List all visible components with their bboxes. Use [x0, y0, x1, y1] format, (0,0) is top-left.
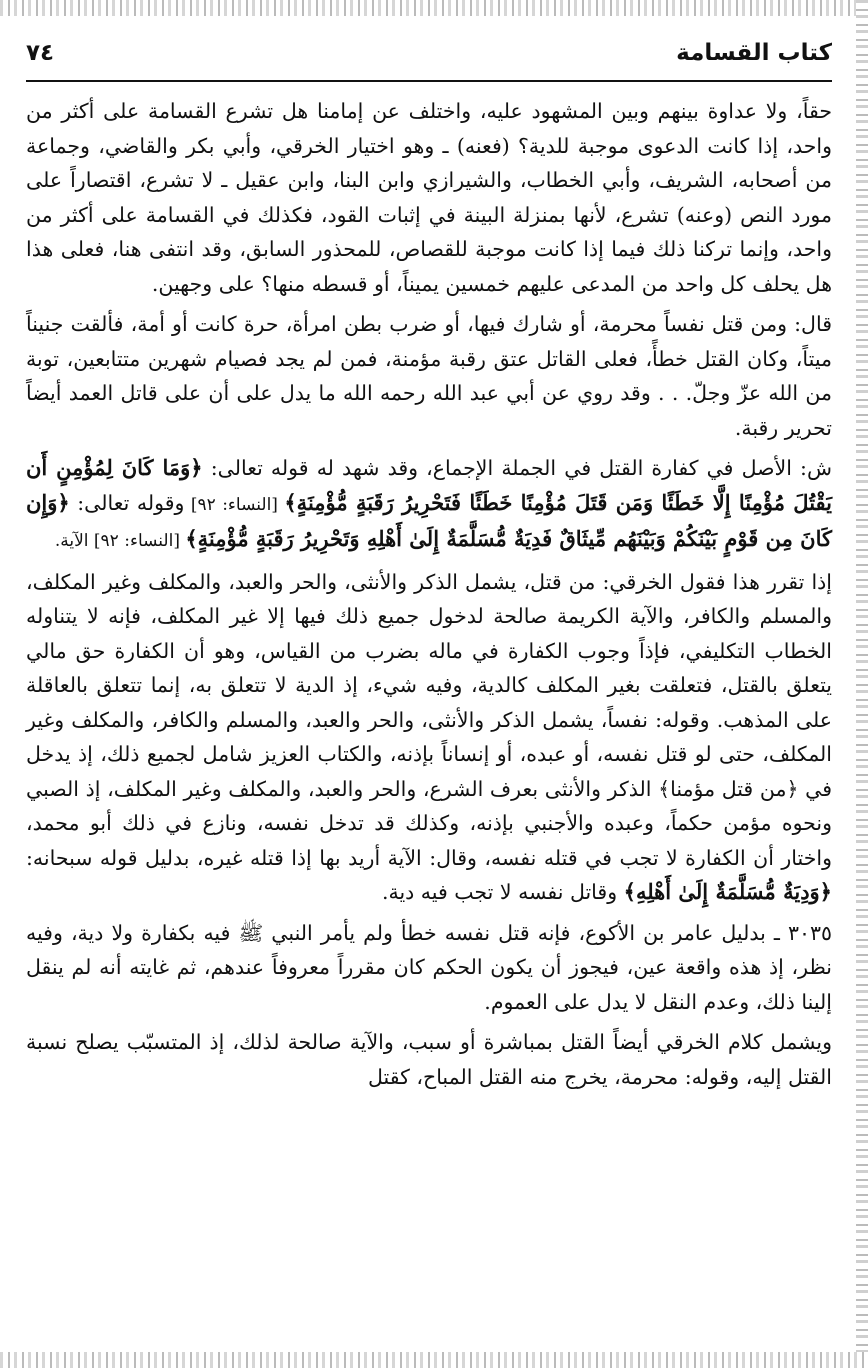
- page-number: ٧٤: [26, 40, 55, 66]
- page-border-top: [0, 0, 868, 16]
- paragraph-2: قال: ومن قتل نفساً محرمة، أو شارك فيها، أو ضرب بطن امرأة، حرة كانت أو أمة، فألقت جنيناً ميتاً، وكان القتل خطأً، فعلى القاتل عتق رقبة مؤمنة، فمن لم يجد فصيام شهرين متتابعين، توبة من الله عزّ وجلّ. . . وقد روي عن أبي عبد الله رحمه الله ما يدل على أن على قاتل العمد أيضاً تحرير رقبة.: [26, 312, 832, 440]
- paragraph-4-main-2: الذكر والأنثى بعرف الشرع، والحر والعبد، والمكلف وغير المكلف، إذ الصبي ونحوه مؤمن حكماً، وعبده والأجنبي بإذنه، وكذلك قد تدخل نفسه، ونازع في ذلك أبو محمد، واختار أن الكفارة لا تجب في قتله نفسه، وقال: الآية أريد بها إذا قتله غيره، بدليل قوله سبحانه:: [26, 776, 832, 870]
- quran-verse-1: ﴿وَمَا كَانَ لِمُؤْمِنٍ أَن يَقْتُلَ مُؤْمِنًا إِلَّا خَطَئًا وَمَن قَتَلَ مُؤْمِنًا خَطَئًا فَتَحْرِيرُ رَقَبَةٍ مُّؤْمِنَةٍ﴾: [26, 455, 833, 515]
- inline-verse-citation: ﴿من قتل مؤمنا﴾: [658, 776, 799, 801]
- paragraph-6: ويشمل كلام الخرقي أيضاً القتل بمباشرة أو سبب، والآية صالحة لذلك، إذ المتسبّب يصلح نسبة القتل إليه، وقوله: محرمة، يخرج منه القتل المباح، كقتل: [26, 1030, 832, 1089]
- paragraph-4: [26, 565, 832, 910]
- page-body: [26, 94, 832, 1094]
- verse-reference-2: [النساء: ٩٢] الآية.: [54, 531, 186, 551]
- quran-verse-2: ﴿وَإِن كَانَ مِن قَوْمٍ بَيْنَكُمْ وَبَيْنَهُم مِّيثَاقٌ فَدِيَةٌ مُّسَلَّمَةٌ إِلَىٰ أَهْلِهِ وَتَحْرِيرُ رَقَبَةٍ مُّؤْمِنَةٍ﴾: [26, 489, 832, 551]
- paragraph-3-intro: ش: الأصل في كفارة القتل في الجملة الإجماع، وقد شهد له قوله تعالى:: [202, 456, 832, 480]
- paragraph-4-tail: وقاتل نفسه لا تجب فيه دية.: [381, 880, 624, 904]
- page-border-bottom: [0, 1352, 868, 1368]
- running-title: كتاب القسامة: [676, 40, 832, 66]
- page-border-right: [856, 0, 868, 1368]
- book-page: [26, 38, 832, 1346]
- paragraph-4-main: إذا تقرر هذا فقول الخرقي: من قتل، يشمل الذكر والأنثى، والحر والعبد، والمكلف وغير المكلف، والمسلم والكافر، والآية الكريمة صالحة لدخول جميع ذلك فيها إلا غير المكلف، فإنه لا يتناوله الخطاب التكليفي، فإذاً وجوب الكفارة في ماله بضرب من القياس، وهو أن الكفارة حق مالي يتعلق بالقتل، فتعلقت بغير المكلف كالدية، وفيه شيء، إذ الدية لا تتعلق به، إنما تتعلق بالعاقلة على المذهب. وقوله: نفساً، يشمل الذكر والأنثى، والحر والعبد، والمسلم والكافر، والمكلف وغير المكلف، حتى لو قتل نفسه، أو عبده، أو إنساناً بإذنه، والكتاب العزيز شامل لجميع ذلك، إذ يدخل في: [26, 569, 833, 801]
- quran-verse-3: ﴿وَدِيَةٌ مُّسَلَّمَةٌ إِلَىٰ أَهْلِهِ﴾: [623, 879, 832, 904]
- verse-reference-1: [النساء: ٩٢]: [184, 494, 285, 515]
- paragraph-5: ٣٠٣٥ ـ بدليل عامر بن الأكوع، فإنه قتل نفسه خطأ ولم يأمر النبي ﷺ فيه بكفارة ولا دية، وفيه نظر، إذ هذه واقعة عين، فيجوز أن يكون الحكم كان مقرراً معروفاً عندهم، ثم غايته أنه لم ينقل إلينا ذلك، وعدم النقل لا يدل على العموم.: [26, 920, 832, 1014]
- page-header: [26, 38, 832, 82]
- paragraph-3-mid: وقوله تعالى:: [69, 490, 185, 515]
- paragraph-1: حقاً، ولا عداوة بينهم وبين المشهود عليه، واختلف عن إمامنا هل تشرع القسامة على أكثر من واحد، إذا كانت الدعوى موجبة للدية؟ (فعنه) ـ وهو اختيار الخرقي، وأبي بكر والقاضي، وجماعة من أصحابه، الشريف، وأبي الخطاب، والشيرازي وابن البنا، وابن عقيل ـ لا تشرع، اقتصاراً على مورد النص (وعنه) تشرع، لأنها بمنزلة البينة في إثبات القود، فكذلك في القسامة على أكثر من واحد، وإنما تركنا ذلك فيما إذا كانت موجبة للقصاص، للمحذور السابق، وقد انتفى هنا، فعلى هذا هل يحلف كل واحد من المدعى عليهم خمسين يميناً، أو قسطه منها؟ على وجهين.: [26, 99, 832, 296]
- paragraph-3: [26, 451, 832, 559]
